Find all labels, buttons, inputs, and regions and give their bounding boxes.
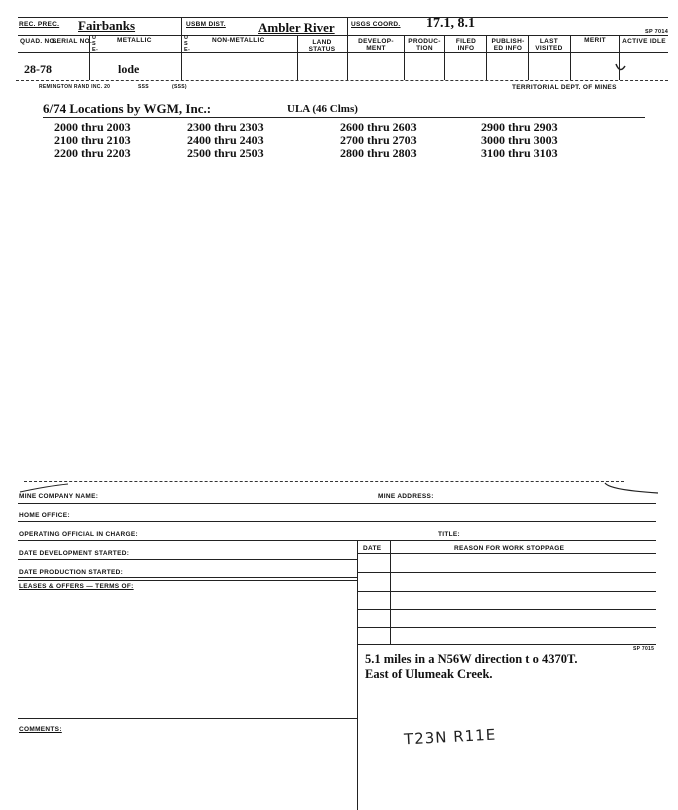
usgs-coord-label: USGS COORD. (351, 21, 401, 28)
form-number-front: SP 7014 (645, 29, 669, 35)
locations-column-1 (54, 121, 131, 160)
title-label: TITLE: (438, 531, 461, 538)
operating-official-label: OPERATING OFFICIAL IN CHARGE: (19, 531, 138, 538)
locations-column-3 (340, 121, 417, 160)
col-published-info: PUBLISH-ED INFO (491, 38, 525, 52)
location-range: 2100 thru 2103 (54, 133, 131, 147)
location-note-line1: 5.1 miles in a N56W direction t o 4370T. (365, 652, 578, 666)
locations-heading: 6/74 Locations by WGM, Inc.: (43, 101, 212, 116)
location-range: 3000 thru 3003 (481, 133, 558, 147)
col-last-visited: LAST VISITED (535, 38, 563, 52)
date-production-started-label: DATE PRODUCTION STARTED: (19, 569, 124, 576)
punch-notch-mark (612, 62, 628, 76)
locations-claims: ULA (46 Clms) (287, 103, 358, 115)
location-range: 2700 thru 2703 (340, 133, 417, 147)
col-filed-info: FILED INFO (455, 38, 477, 52)
col-production: PRODUC-TION (408, 38, 441, 52)
col-development: DEVELOP-MENT (358, 38, 394, 52)
rec-prec-value: Fairbanks (78, 18, 136, 33)
imprint-code-paren: (SSS) (172, 84, 187, 90)
col-use-metallic: U S E- (92, 35, 99, 53)
col-active-idle: ACTIVE IDLE (622, 38, 666, 45)
usgs-coord-value: 17.1, 8.1 (426, 16, 475, 31)
col-use-nonmetallic: U S E- (184, 35, 191, 53)
location-note-line2: East of Ulumeak Creek. (365, 667, 493, 681)
date-development-started-label: DATE DEVELOPMENT STARTED: (19, 550, 130, 557)
col-metallic: METALLIC (117, 37, 152, 44)
pen-stroke-mark (600, 478, 660, 498)
leases-offers-label: LEASES & OFFERS — TERMS OF: (19, 583, 134, 590)
record-metallic: lode (118, 62, 140, 76)
form-number-back: SP 7015 (633, 646, 655, 652)
locations-column-4 (481, 121, 558, 160)
location-range: 2300 thru 2303 (187, 120, 264, 134)
col-quad-no: QUAD. NO. (20, 38, 58, 45)
location-range: 2900 thru 2903 (481, 120, 558, 134)
department-name: TERRITORIAL DEPT. OF MINES (512, 84, 617, 91)
mine-address-label: MINE ADDRESS: (378, 493, 434, 500)
location-range: 2400 thru 2403 (187, 133, 264, 147)
location-range: 3100 thru 3103 (481, 146, 558, 160)
usbm-dist-value: Ambler River (258, 20, 335, 35)
location-range: 2200 thru 2203 (54, 146, 131, 160)
col-land-status: LAND STATUS (308, 39, 336, 53)
rec-prec-label: REC. PREC. (19, 21, 60, 28)
stoppage-reason-header: REASON FOR WORK STOPPAGE (454, 545, 565, 552)
usbm-dist-label: USBM DIST. (186, 21, 226, 28)
location-range: 2500 thru 2503 (187, 146, 264, 160)
location-range: 2600 thru 2603 (340, 120, 417, 134)
imprint-code: SSS (138, 84, 149, 90)
record-quad-serial: 28-78 (24, 62, 52, 76)
printer-imprint: REMINGTON RAND INC. 20 (39, 84, 111, 90)
locations-column-2 (187, 121, 264, 160)
stoppage-date-header: DATE (363, 545, 382, 552)
col-serial-no: SERIAL NO. (52, 38, 93, 45)
mine-company-name-label: MINE COMPANY NAME: (19, 493, 99, 500)
handwritten-township-range: T23N R11E (403, 725, 497, 749)
location-range: 2000 thru 2003 (54, 120, 131, 134)
comments-label: COMMENTS: (19, 726, 62, 733)
col-non-metallic: NON-METALLIC (212, 37, 265, 44)
home-office-label: HOME OFFICE: (19, 512, 70, 519)
location-range: 2800 thru 2803 (340, 146, 417, 160)
col-merit: MERIT (584, 37, 606, 44)
